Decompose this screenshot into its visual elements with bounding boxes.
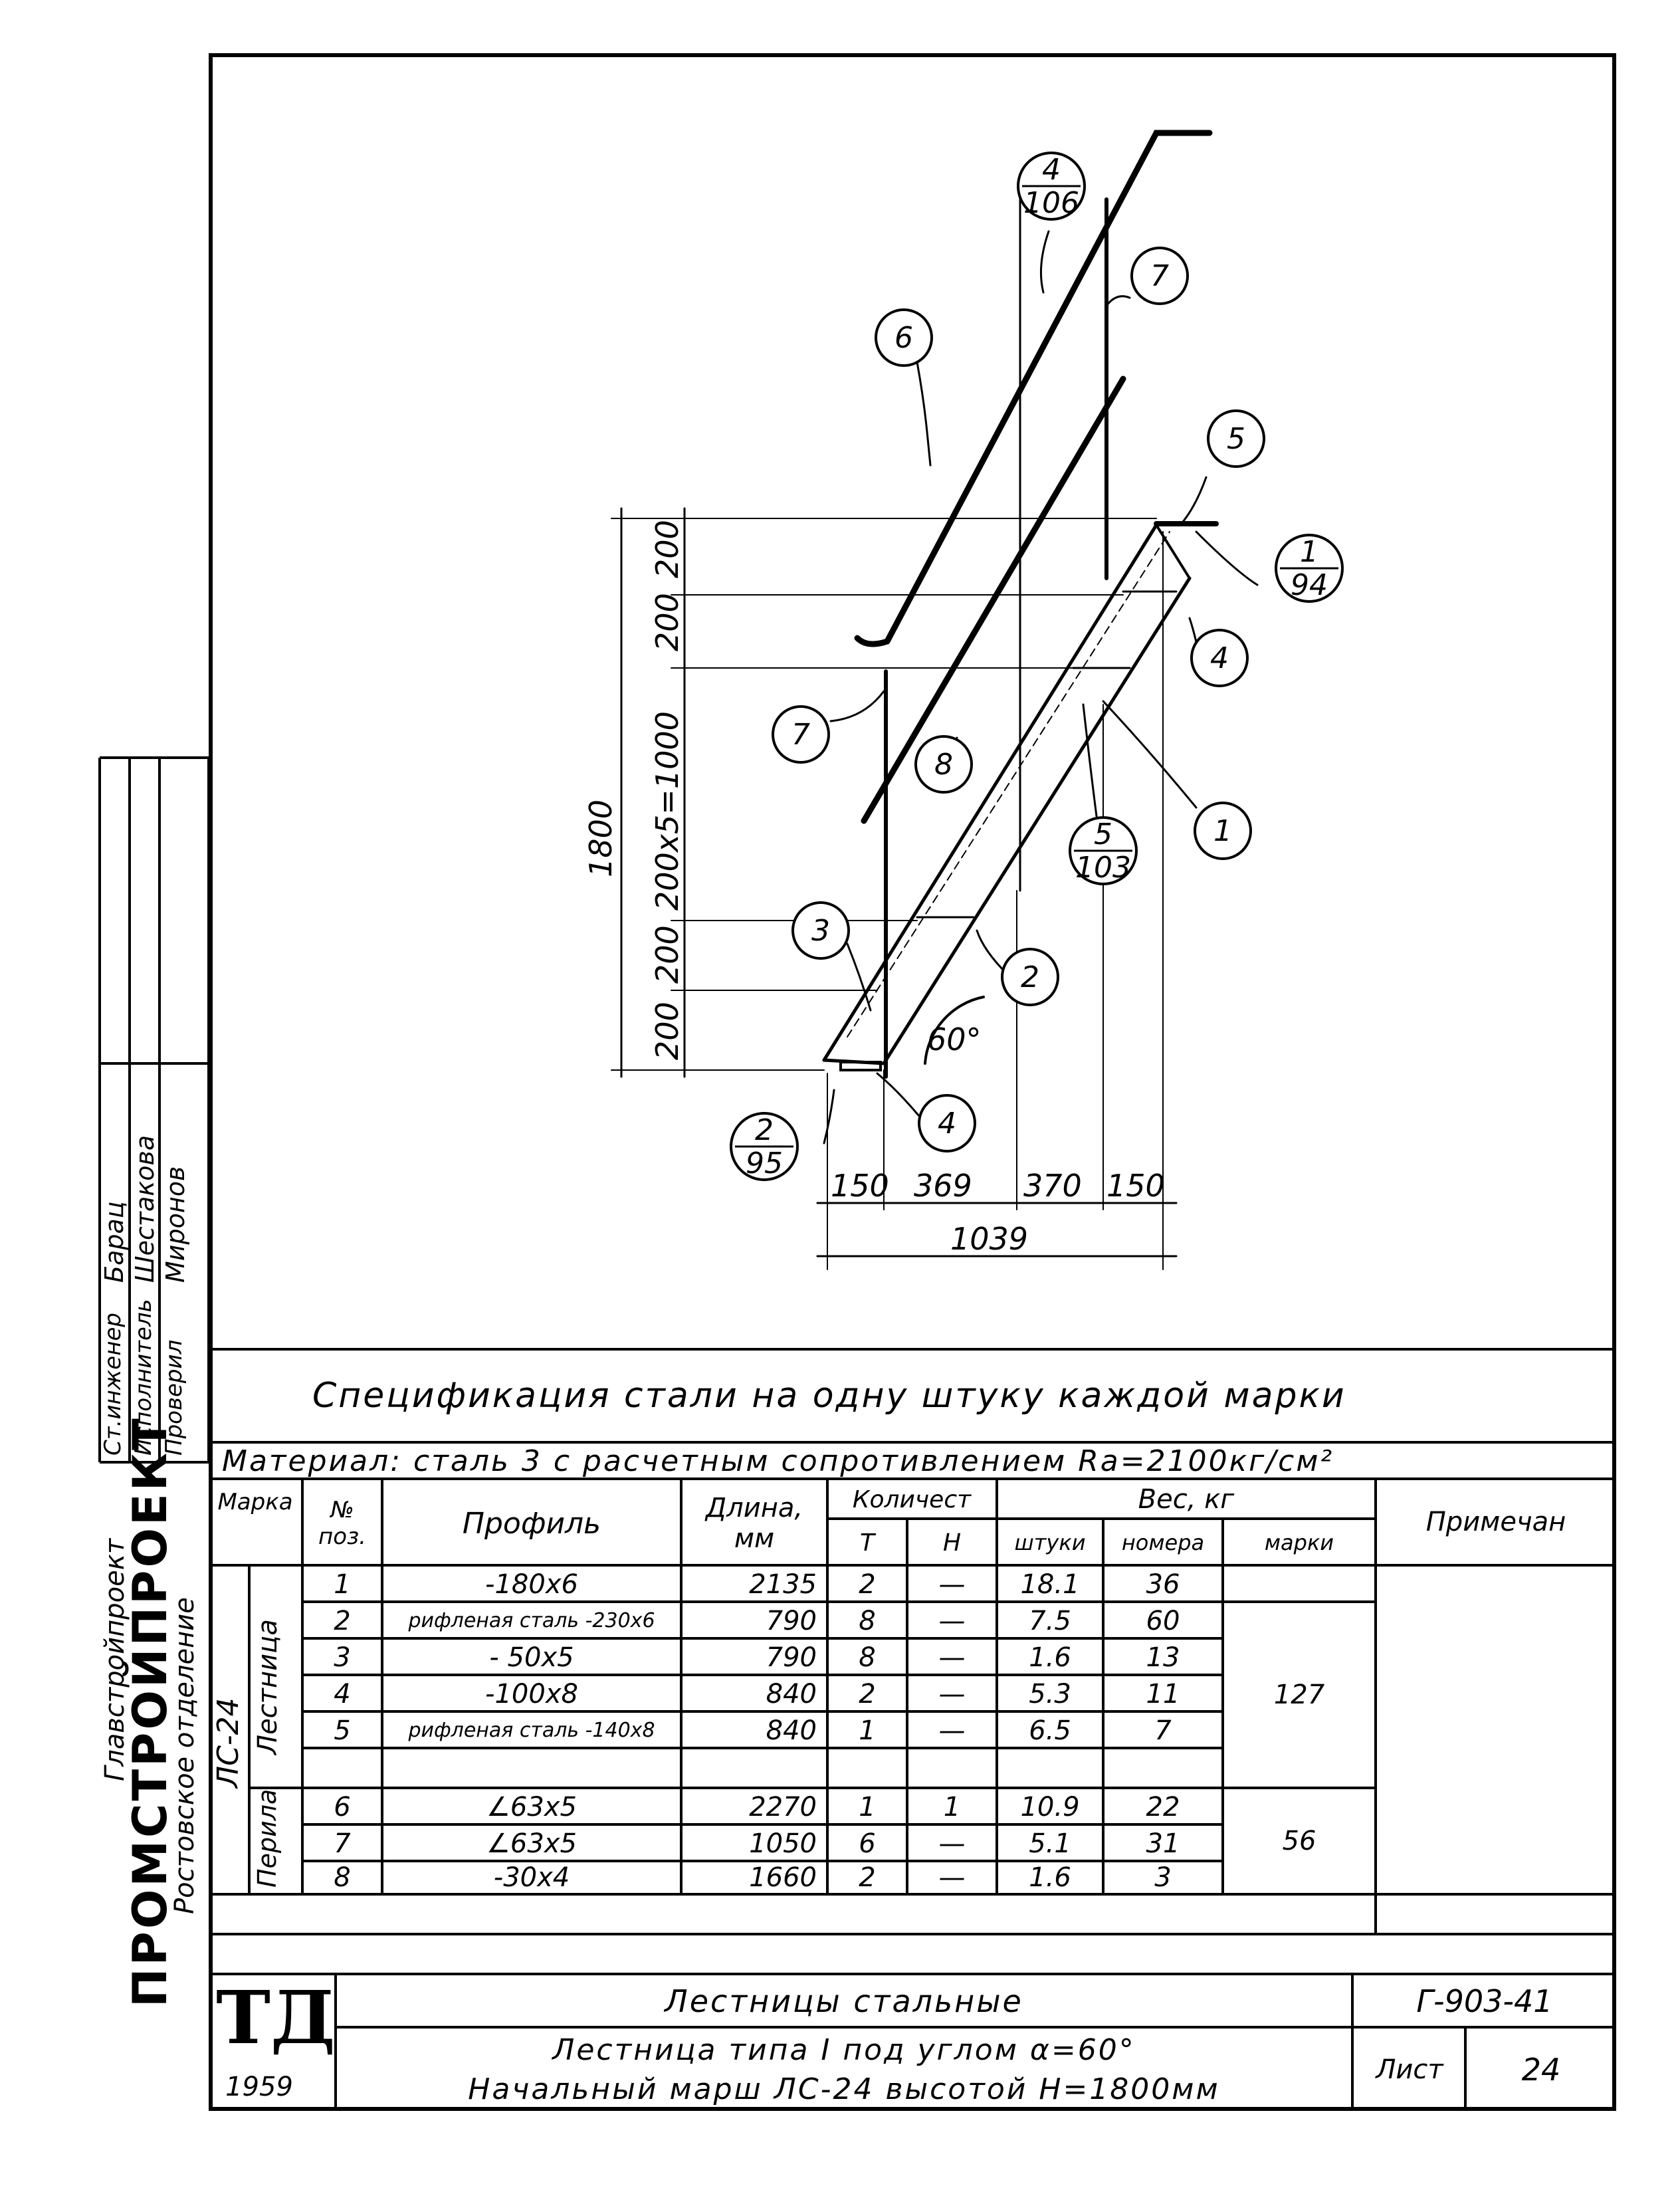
row-length: 840 — [766, 1679, 817, 1709]
row-n: — — [938, 1606, 966, 1636]
row-t: 2 — [859, 1679, 876, 1709]
callout-4-num: 4 — [1042, 153, 1061, 187]
title-line2: Лестница типа I под углом α=60° — [552, 2032, 1136, 2067]
row-profile: - 50х5 — [489, 1642, 574, 1673]
row-profile: -30х4 — [493, 1862, 570, 1893]
row-n: 1 — [943, 1792, 961, 1822]
title-line1: Лестницы стальные — [665, 1983, 1023, 2019]
row-piece: 1.6 — [1029, 1642, 1071, 1673]
spec-material: Материал: сталь 3 с расчетным сопротивлением Rа=2100кг/см² — [222, 1444, 1334, 1478]
name-checker: Миронов — [161, 1166, 190, 1283]
row-piece: 18.1 — [1020, 1569, 1080, 1600]
callout-1: 1 — [1213, 814, 1232, 848]
dim-bottom-3: 370 — [1023, 1168, 1082, 1204]
hdr-weight-piece: штуки — [1014, 1530, 1086, 1555]
hdr-count-n: Н — [942, 1529, 962, 1557]
callout-4-bottom: 4 — [938, 1107, 956, 1141]
dim-bottom-total: 1039 — [950, 1221, 1029, 1257]
row-total: 60 — [1146, 1606, 1180, 1636]
dim-height-total: 1800 — [583, 799, 619, 877]
hdr-length: Длина, мм — [705, 1493, 803, 1554]
hdr-profile: Профиль — [462, 1506, 601, 1541]
row-pos: 8 — [334, 1862, 351, 1893]
name-chief: Барац — [100, 1201, 129, 1283]
callout-6: 6 — [894, 321, 913, 355]
row-profile: рифленая сталь -230х6 — [408, 1609, 655, 1632]
dim-seg-top-1: 200 — [649, 520, 685, 578]
dim-seg-middle: 200х5=1000 — [649, 711, 685, 911]
row-pos: 5 — [334, 1715, 351, 1746]
row-profile: -180х6 — [485, 1569, 578, 1600]
mark-weight-railing: 56 — [1282, 1826, 1316, 1856]
row-total: 22 — [1146, 1792, 1180, 1822]
dim-seg-bottom-1: 200 — [649, 925, 685, 984]
logo: ТД — [216, 1974, 336, 2060]
row-total: 7 — [1154, 1715, 1172, 1746]
row-pos: 6 — [334, 1792, 351, 1822]
row-t: 2 — [859, 1862, 876, 1893]
row-piece: 5.3 — [1029, 1679, 1071, 1709]
callout-4-den: 106 — [1023, 186, 1079, 220]
callout-1-num: 1 — [1300, 535, 1318, 569]
callout-5: 5 — [1227, 422, 1245, 456]
row-n: — — [938, 1715, 966, 1746]
spec-title: Спецификация стали на одну штуку каждой марки — [312, 1376, 1346, 1416]
row-n: — — [938, 1569, 966, 1600]
row-n: — — [938, 1862, 966, 1893]
row-profile: рифленая сталь -140х8 — [408, 1719, 655, 1742]
row-pos: 7 — [334, 1828, 351, 1859]
row-length: 840 — [766, 1715, 817, 1746]
row-total: 11 — [1146, 1679, 1180, 1709]
year: 1959 — [225, 2072, 293, 2102]
row-n: — — [938, 1828, 966, 1859]
row-pos: 3 — [334, 1642, 351, 1673]
callout-5-num: 5 — [1094, 818, 1112, 851]
role-executor: Исполнитель — [130, 1299, 157, 1456]
row-total: 31 — [1146, 1828, 1180, 1859]
group-railing: Перила — [253, 1789, 282, 1888]
row-n: — — [938, 1679, 966, 1709]
row-profile: ∠63х5 — [486, 1792, 577, 1822]
hdr-pos: № поз. — [318, 1497, 366, 1550]
group-ladder: Лестница — [253, 1619, 283, 1755]
dim-bottom-1: 150 — [831, 1168, 889, 1204]
mark-weight-ladder: 127 — [1273, 1680, 1325, 1710]
row-piece: 6.5 — [1029, 1715, 1071, 1746]
row-t: 8 — [859, 1642, 876, 1673]
callout-5-den: 103 — [1075, 851, 1131, 885]
callout-2-num: 2 — [755, 1113, 774, 1147]
dim-bottom-2: 369 — [914, 1168, 972, 1204]
hdr-count: Количест — [852, 1485, 972, 1513]
dim-seg-bottom-2: 200 — [649, 1002, 685, 1060]
callout-7-left: 7 — [791, 718, 810, 752]
callout-7-top: 7 — [1150, 259, 1169, 293]
sheet-number: 24 — [1521, 2052, 1561, 2088]
row-piece: 10.9 — [1020, 1792, 1080, 1822]
org-line2: ПРОМСТРОЙПРОЕКТ — [123, 1416, 177, 2007]
row-t: 8 — [859, 1606, 876, 1636]
row-t: 6 — [859, 1828, 876, 1859]
row-t: 1 — [859, 1792, 876, 1822]
row-length: 2270 — [749, 1792, 817, 1822]
callout-2: 2 — [1021, 960, 1039, 994]
row-length: 790 — [766, 1606, 817, 1636]
role-chief: Ст.инженер — [100, 1313, 126, 1456]
role-checker: Проверил — [161, 1339, 187, 1456]
row-t: 1 — [859, 1715, 876, 1746]
row-t: 2 — [859, 1569, 876, 1600]
row-n: — — [938, 1642, 966, 1673]
group-mark: ЛС-24 — [211, 1697, 245, 1788]
row-pos: 1 — [334, 1569, 351, 1600]
callout-4-right: 4 — [1210, 641, 1229, 675]
row-length: 2135 — [749, 1569, 817, 1600]
hdr-weight-total: номера — [1121, 1530, 1205, 1555]
org-line1: Главстройпроект — [100, 1538, 130, 1781]
row-profile: ∠63х5 — [486, 1828, 577, 1859]
row-total: 3 — [1154, 1862, 1172, 1893]
callout-1-den: 94 — [1291, 568, 1328, 602]
row-pos: 2 — [334, 1606, 351, 1636]
sheet-label: Лист — [1376, 2054, 1443, 2085]
row-piece: 5.1 — [1029, 1828, 1071, 1859]
row-profile: -100х8 — [485, 1679, 578, 1709]
dim-angle: 60° — [927, 1022, 982, 1057]
dim-seg-top-2: 200 — [649, 593, 685, 651]
dim-bottom-4: 150 — [1106, 1168, 1165, 1204]
row-piece: 7.5 — [1029, 1606, 1071, 1636]
row-total: 36 — [1146, 1569, 1180, 1600]
title-line3: Начальный марш ЛС-24 высотой H=1800мм — [468, 2072, 1220, 2106]
row-total: 13 — [1146, 1642, 1180, 1673]
row-piece: 1.6 — [1029, 1862, 1071, 1893]
row-length: 1050 — [749, 1828, 817, 1859]
callout-8: 8 — [934, 748, 953, 782]
org-line3: Ростовское отделение — [169, 1597, 200, 1914]
callout-2-den: 95 — [746, 1147, 783, 1180]
hdr-note: Примечан — [1425, 1507, 1566, 1537]
hdr-marka: Марка — [217, 1489, 293, 1515]
row-pos: 4 — [334, 1679, 351, 1709]
name-executor: Шестакова — [130, 1135, 159, 1283]
hdr-count-t: Т — [860, 1529, 875, 1557]
hdr-weight: Вес, кг — [1138, 1484, 1235, 1515]
hdr-weight-mark: марки — [1264, 1530, 1334, 1555]
row-length: 1660 — [749, 1862, 817, 1893]
row-length: 790 — [766, 1642, 817, 1673]
drawing-code: Г-903-41 — [1416, 1983, 1553, 2019]
callout-3: 3 — [811, 914, 830, 948]
